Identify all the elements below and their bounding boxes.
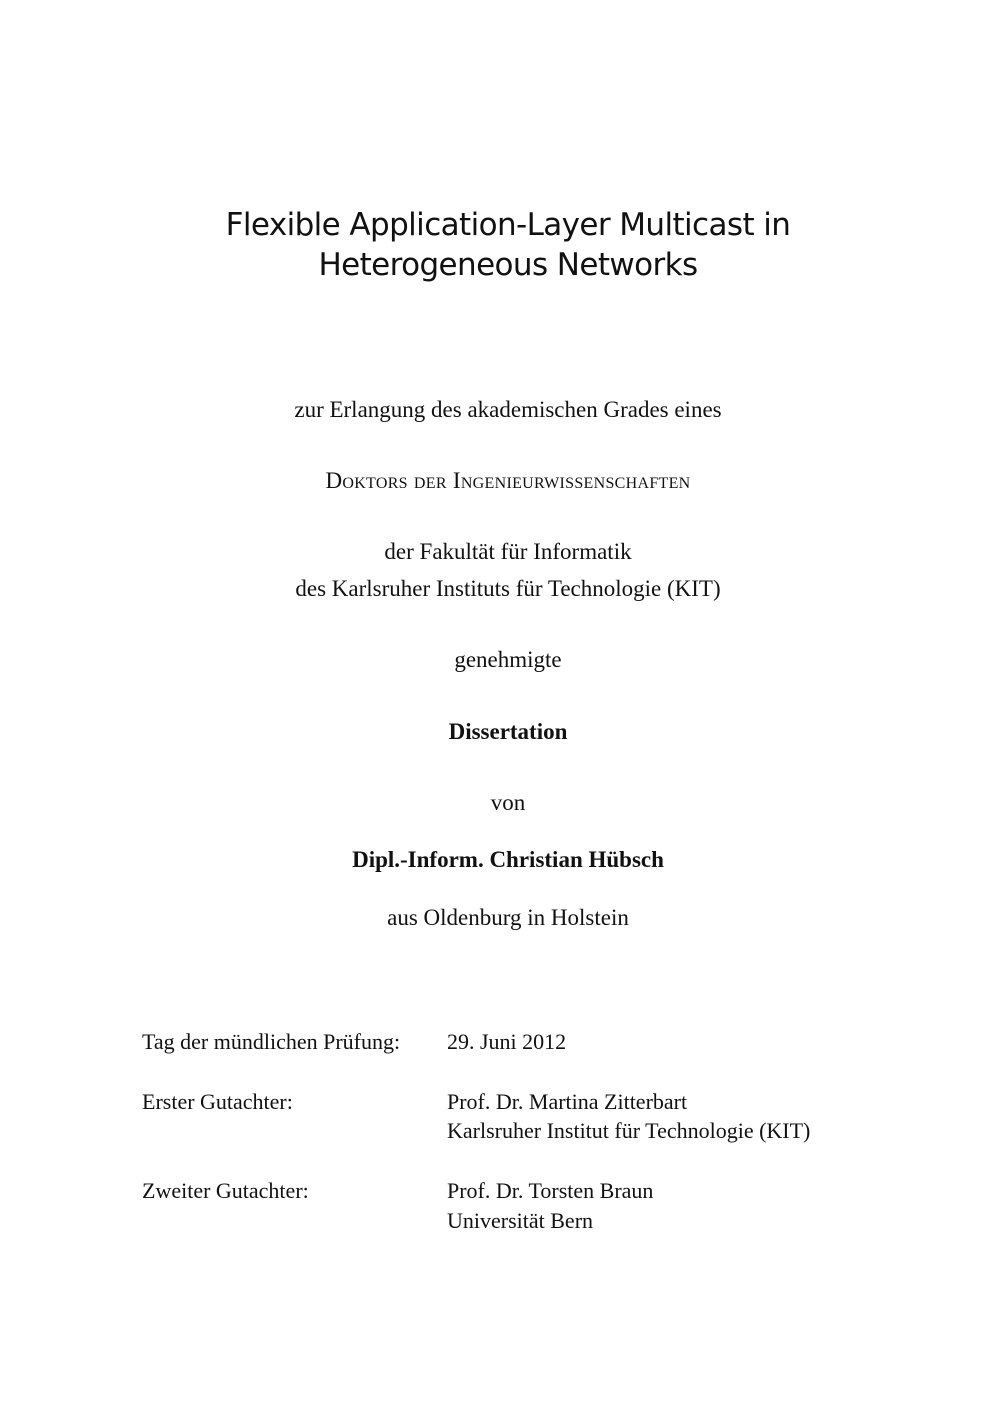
first-reviewer-affiliation: Karlsruher Institut für Technologie (KIT) <box>447 1118 811 1143</box>
exam-date-value: 29. Juni 2012 <box>447 1029 567 1054</box>
second-reviewer-name: Prof. Dr. Torsten Braun <box>447 1178 654 1203</box>
faculty-line-2: des Karlsruher Instituts für Technologie (KIT) <box>295 576 721 601</box>
title-line-2: Heterogeneous Networks <box>318 247 698 283</box>
exam-date-label: Tag der mündlichen Prüfung: <box>142 1029 401 1054</box>
author-name: Dipl.-Inform. Christian Hübsch <box>352 847 664 872</box>
thesis-title <box>0 205 992 285</box>
title-line-1: Flexible Application-Layer Multicast in <box>225 207 791 243</box>
first-reviewer-label: Erster Gutachter: <box>142 1089 293 1114</box>
author-origin: aus Oldenburg in Holstein <box>387 905 629 930</box>
second-reviewer-label: Zweiter Gutachter: <box>142 1178 309 1203</box>
subtitle: zur Erlangung des akademischen Grades eines <box>294 397 722 422</box>
second-reviewer-affiliation: Universität Bern <box>447 1208 594 1233</box>
degree: Doktors der Ingenieurwissenschaften <box>325 468 691 493</box>
approved-text: genehmigte <box>454 647 562 672</box>
document-type: Dissertation <box>448 719 568 744</box>
faculty-line-1: der Fakultät für Informatik <box>384 539 632 564</box>
by-text: von <box>490 790 526 815</box>
first-reviewer-name: Prof. Dr. Martina Zitterbart <box>447 1089 688 1114</box>
